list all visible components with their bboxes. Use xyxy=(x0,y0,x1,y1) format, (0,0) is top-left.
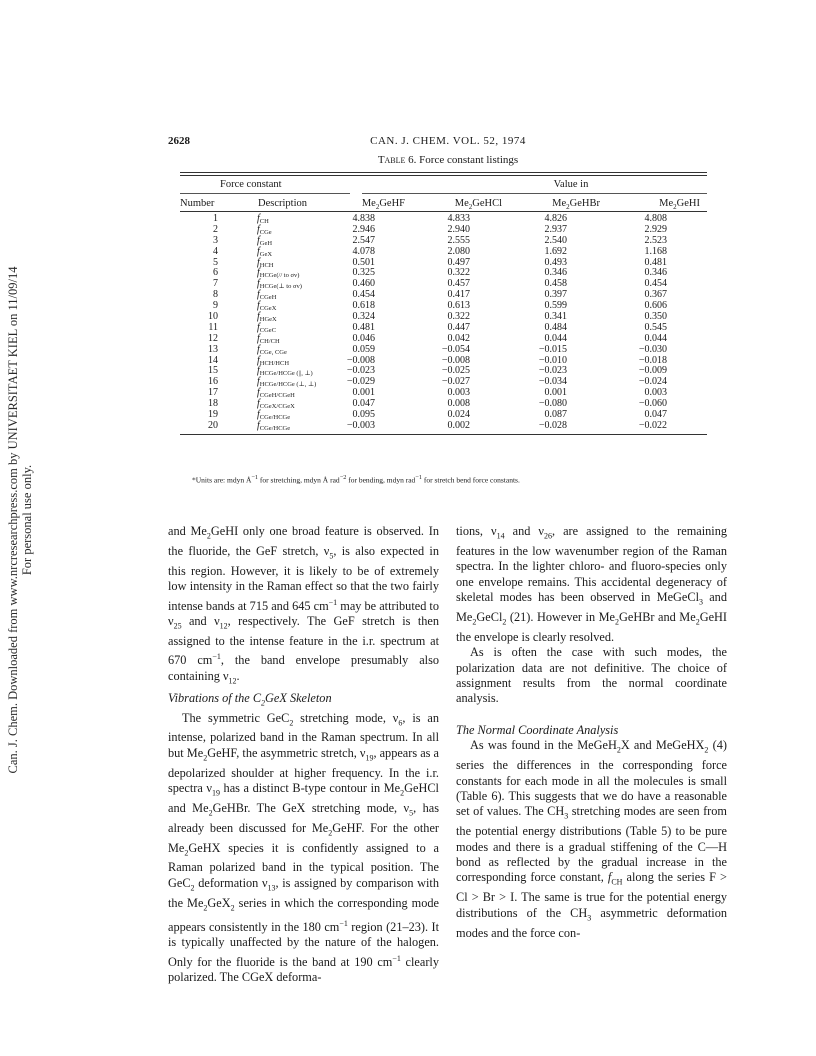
row-value: 0.493 xyxy=(544,256,567,268)
row-value: 2.946 xyxy=(352,223,375,235)
section-heading: Vibrations of the $C_2GeX$ Skeleton xyxy=(168,690,332,708)
row-number: 8 xyxy=(213,289,218,301)
row-number: 12 xyxy=(208,332,218,344)
row-value: 0.087 xyxy=(544,409,567,421)
row-value: 0.059 xyxy=(352,343,375,355)
running-header xyxy=(168,135,728,151)
row-value: 0.454 xyxy=(352,289,375,301)
row-value: 2.940 xyxy=(447,223,470,235)
row-number: 5 xyxy=(213,256,218,268)
row-value: 0.458 xyxy=(544,278,567,290)
row-value: 0.454 xyxy=(644,278,667,290)
force-constant-table xyxy=(180,172,707,435)
row-number: 19 xyxy=(208,409,218,421)
row-number: 10 xyxy=(208,311,218,323)
row-value: −0.008 xyxy=(441,354,470,366)
row-value: 2.929 xyxy=(644,223,667,235)
row-value: −0.080 xyxy=(538,398,567,410)
row-number: 9 xyxy=(213,300,218,312)
row-value: −0.060 xyxy=(638,398,667,410)
table-label: Table 6. xyxy=(377,154,417,166)
row-value: −0.023 xyxy=(346,365,375,377)
row-value: 0.397 xyxy=(544,289,567,301)
row-value: −0.054 xyxy=(441,343,470,355)
watermark-line-1: Can. J. Chem. Downloaded from www.nrcresearchpress.com by UNIVERSITAET KIEL on 11/09/14 xyxy=(6,266,20,774)
row-number: 1 xyxy=(213,213,218,224)
row-value: −0.018 xyxy=(638,354,667,366)
row-value: 0.095 xyxy=(352,409,375,421)
col-me2gehf: $Me_2GeHF$ xyxy=(361,198,405,212)
row-description: $f_{CGeC}$ xyxy=(257,321,277,334)
right-text-column xyxy=(456,524,727,941)
row-value: 0.001 xyxy=(544,387,567,399)
row-value: 0.046 xyxy=(352,332,375,344)
row-value: −0.009 xyxy=(638,365,667,377)
row-value: 0.501 xyxy=(352,256,375,268)
col-description: Description xyxy=(258,198,307,209)
row-number: 2 xyxy=(213,223,218,235)
row-value: 0.047 xyxy=(352,398,375,410)
left-text-column xyxy=(168,524,439,985)
row-number: 14 xyxy=(208,354,218,366)
row-value: 0.481 xyxy=(644,256,667,268)
row-value: 4.078 xyxy=(352,245,375,257)
row-description: $f_{CGe, CGe}$ xyxy=(257,343,287,356)
download-watermark xyxy=(0,190,40,850)
row-value: 4.838 xyxy=(352,213,375,224)
row-number: 20 xyxy=(208,419,218,431)
row-value: 0.322 xyxy=(447,267,470,279)
row-description: $f_{CGe/HCGe}$ xyxy=(257,419,291,432)
row-value: 4.833 xyxy=(447,213,470,224)
row-value: −0.010 xyxy=(538,354,567,366)
row-description: $f_{CGeX/CGeX}$ xyxy=(257,398,295,411)
row-value: 2.523 xyxy=(644,234,667,246)
row-value: 0.341 xyxy=(544,311,567,323)
watermark-line-2: For personal use only. xyxy=(20,464,34,576)
group-force-constant: Force constant xyxy=(220,179,282,190)
row-value: −0.003 xyxy=(346,419,375,431)
row-description: $f_{HCGe/HCGe (||, \perp)}$ xyxy=(257,365,313,378)
table-row xyxy=(180,345,707,356)
row-description: $f_{HCGe(\perp to \sigma v)}$ xyxy=(257,278,302,291)
row-number: 13 xyxy=(208,343,218,355)
body-paragraph: The symmetric GeC$_2$ stretching mode, $\nu_6$, is an intense, polarized band in the Raman spectrum. In all but $Me_2GeHF$, the asymmetric stretch, $\nu_{19}$, appears as a depolarized shoulder at higher frequency. In the i.r. spectra $\nu_{19}$ has a distinct B-type contour in $Me_2GeHCl$ and $Me_2GeHBr$. The GeX stretching mode, $\nu_5$, has already been discussed for $Me_2GeHF$. For the other $Me_2GeHX$ species it is confidently assigned to a Raman polarized band in the typical position. The GeC$_2$ deformation $\nu_{13}$, is assigned by comparison with the $Me_2GeX_2$ series in which the corresponding mode appears consistently in the 180 $cm^{-1}$ region (21–23). It is typically unaffected by the nature of the halogen. Only for the fluoride is the band at 190 $cm^{-1}$ clearly polarized. The CGeX deforma- xyxy=(168,710,440,985)
table-group-header xyxy=(180,176,707,193)
row-number: 6 xyxy=(213,267,218,279)
page-number: 2628 xyxy=(168,135,190,147)
col-number: Number xyxy=(180,198,215,209)
row-value: 0.024 xyxy=(447,409,470,421)
row-description: $f_{CH/CH}$ xyxy=(257,332,280,345)
row-value: 0.003 xyxy=(644,387,667,399)
row-description: $f_{GeH}$ xyxy=(257,234,273,247)
row-number: 16 xyxy=(208,376,218,388)
col-me2gehbr: $Me_2GeHBr$ xyxy=(552,198,600,212)
table-row xyxy=(180,421,707,432)
row-value: 2.540 xyxy=(544,234,567,246)
row-value: 0.325 xyxy=(352,267,375,279)
row-description: $f_{HCH/HCH}$ xyxy=(257,354,290,367)
body-paragraph: As was found in the MeGeH$_2$X and MeGeHX$_2$ (4) series the differences in the corresponding force constants for each mode in all the molecules is small (Table 6). This suggests that we do have a reasonable set of values. The $CH_3$ stretching modes are seen from the potential energy distributions (Table 5) to be pure modes and there is a gradual stiffening of the C—H bond as reflected by the gradual increase in the corresponding force constant, $f_{CH}$ along the series F > Cl > Br > I. The same is true for the potential energy distributions of the $CH_3$ asymmetric deformation modes and the force con- xyxy=(456,738,727,940)
body-paragraph: and $Me_2GeHI$ only one broad feature is observed. In the fluoride, the GeF stretch, $\nu_5$, is also expected in this region. However, it is likely to be of extremely low intensity in the Raman effect so that the two fairly intense bands at 715 and 645 $cm^{-1}$ may be attributed to $\nu_{25}$ and $\nu_{12}$, respectively. The GeF stretch is then assigned to the intense feature in the i.r. spectrum at 670 $cm^{-1}$, the band envelope presumably also containing $\nu_{12}$. xyxy=(168,524,440,686)
row-value: 0.599 xyxy=(544,300,567,312)
row-value: 1.692 xyxy=(544,245,567,257)
row-value: 0.003 xyxy=(447,387,470,399)
col-me2gehi: $Me_2GeHI$ xyxy=(659,198,700,212)
row-number: 17 xyxy=(208,387,218,399)
table-footnote: *Units are: mdyn $Å^{-1}$ for stretching, mdyn Å rad$^{-2}$ for bending, mdyn rad$^{-1}$ for stretch bend force constants. xyxy=(192,474,520,485)
table-body xyxy=(180,214,707,432)
table-column-header xyxy=(180,193,707,211)
row-value: 0.367 xyxy=(644,289,667,301)
row-value: 0.457 xyxy=(447,278,470,290)
row-value: −0.024 xyxy=(638,376,667,388)
row-description: $f_{CGeX}$ xyxy=(257,300,277,313)
row-value: −0.030 xyxy=(638,343,667,355)
row-value: 0.044 xyxy=(644,332,667,344)
row-value: 4.808 xyxy=(644,213,667,224)
row-value: −0.028 xyxy=(538,419,567,431)
row-value: −0.022 xyxy=(638,419,667,431)
row-number: 18 xyxy=(208,398,218,410)
row-number: 15 xyxy=(208,365,218,377)
row-description: $f_{HCGe/HCGe (\perp, \perp)}$ xyxy=(257,376,317,389)
row-value: 0.417 xyxy=(447,289,470,301)
row-value: 1.168 xyxy=(644,245,667,257)
row-description: $f_{HGeX}$ xyxy=(257,311,277,324)
row-value: 0.606 xyxy=(644,300,667,312)
row-number: 4 xyxy=(213,245,218,257)
row-value: −0.023 xyxy=(538,365,567,377)
row-value: 0.484 xyxy=(544,321,567,333)
row-value: 4.826 xyxy=(544,213,567,224)
body-paragraph: tions, $\nu_{14}$ and $\nu_{26}$, are assigned to the remaining features in the low wavenumber region of the Raman spectra. In the lighter chloro- and fluoro-species only one envelope remains. This accidental degeneracy of skeletal modes has been observed in MeGeCl$_3$ and $Me_2GeCl_2$ (21). However in $Me_2GeHBr$ and $Me_2GeHI$ the envelope is clearly resolved. xyxy=(456,524,728,644)
row-value: −0.015 xyxy=(538,343,567,355)
body-paragraph: As is often the case with such modes, the polarization data are not definitive. The choice of assignment results from the normal coordinate analysis. xyxy=(456,645,727,706)
row-value: 0.350 xyxy=(644,311,667,323)
row-value: 0.447 xyxy=(447,321,470,333)
row-value: 0.481 xyxy=(352,321,375,333)
header-rule xyxy=(180,211,707,212)
row-value: 0.001 xyxy=(352,387,375,399)
row-value: 0.324 xyxy=(352,311,375,323)
row-value: 0.322 xyxy=(447,311,470,323)
group-value-in: Value in xyxy=(553,179,589,190)
row-number: 7 xyxy=(213,278,218,290)
row-description: $f_{CGeH}$ xyxy=(257,289,277,302)
row-value: 0.346 xyxy=(644,267,667,279)
row-value: 0.008 xyxy=(447,398,470,410)
section-heading: The Normal Coordinate Analysis xyxy=(456,722,619,737)
table-caption xyxy=(168,154,728,166)
row-number: 3 xyxy=(213,234,218,246)
row-value: 0.545 xyxy=(644,321,667,333)
row-value: 2.937 xyxy=(544,223,567,235)
row-description: $f_{CH}$ xyxy=(257,213,269,225)
row-description: $f_{HCH}$ xyxy=(257,256,274,269)
row-value: 2.547 xyxy=(352,234,375,246)
row-value: −0.029 xyxy=(346,376,375,388)
row-description: $f_{CGe}$ xyxy=(257,223,272,236)
journal-citation: CAN. J. CHEM. VOL. 52, 1974 xyxy=(370,135,526,147)
table-row xyxy=(180,247,707,258)
row-description: $f_{HCGe(// to \sigma v)}$ xyxy=(257,267,300,280)
row-value: 0.042 xyxy=(447,332,470,344)
row-description: $f_{CGe/HCGe}$ xyxy=(257,409,291,422)
row-value: 0.002 xyxy=(447,419,470,431)
row-value: 0.613 xyxy=(447,300,470,312)
row-number: 11 xyxy=(208,321,218,333)
row-value: 2.080 xyxy=(447,245,470,257)
row-value: 2.555 xyxy=(447,234,470,246)
row-description: $f_{GeX}$ xyxy=(257,245,273,258)
row-value: −0.025 xyxy=(441,365,470,377)
row-value: 0.044 xyxy=(544,332,567,344)
row-value: 0.497 xyxy=(447,256,470,268)
row-value: 0.346 xyxy=(544,267,567,279)
row-value: −0.034 xyxy=(538,376,567,388)
row-value: −0.027 xyxy=(441,376,470,388)
row-value: 0.460 xyxy=(352,278,375,290)
row-value: −0.008 xyxy=(346,354,375,366)
row-description: $f_{CGeH/CGeH}$ xyxy=(257,387,295,400)
col-me2gehcl: $Me_2GeHCl$ xyxy=(454,198,502,212)
row-value: 0.618 xyxy=(352,300,375,312)
row-value: 0.047 xyxy=(644,409,667,421)
table-title: Force constant listings xyxy=(419,154,519,166)
